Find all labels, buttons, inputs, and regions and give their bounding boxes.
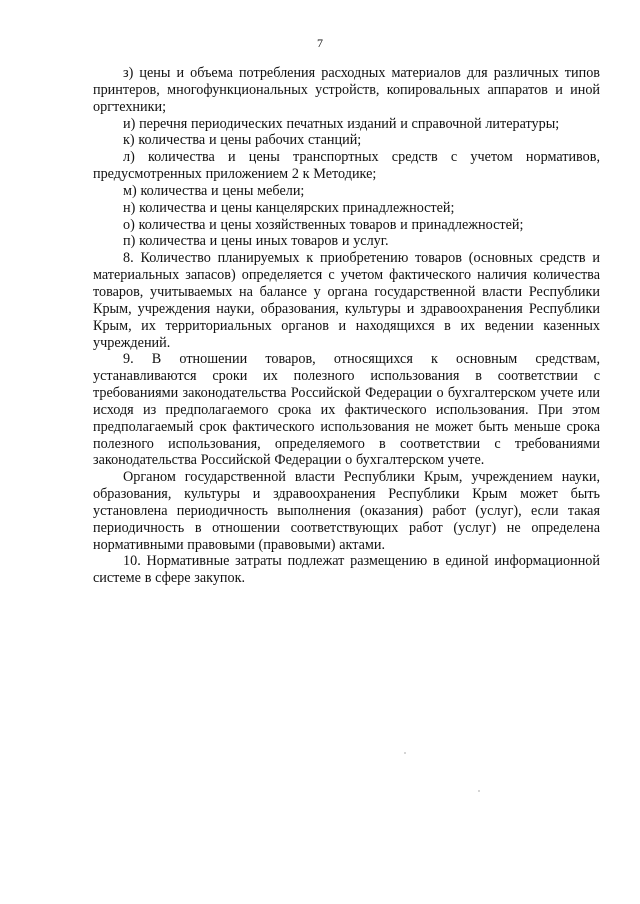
- scan-speck: [478, 790, 480, 792]
- list-item-p: п) количества и цены иных товаров и услуг.: [123, 233, 389, 250]
- paragraph-item-9: 9. В отношении товаров, относящихся к основным средствам, устанавливаются сроки их полезного использования в соответствии с требованиями законодательства Российской Федерации о бухгалтерском учете или исходя из предполагаемого срока их фактического использования. При этом предполагаемый срок фактического использования не может быть меньше срока полезного использования, определяемого в соответствии с требованиями законодательства Российской Федерации о бухгалтерском учете.: [93, 351, 600, 469]
- list-item-k: к) количества и цены рабочих станций;: [123, 132, 362, 149]
- list-item-z: з) цены и объема потребления расходных материалов для различных типов принтеров, многофункциональных устройств, копировальных аппаратов и иной оргтехники;: [93, 65, 600, 115]
- page-number: 7: [317, 36, 323, 50]
- list-item-i: и) перечня периодических печатных изданий и справочной литературы;: [123, 115, 560, 132]
- list-item-o: о) количества и цены хозяйственных товаров и принадлежностей;: [123, 216, 524, 233]
- list-item-m: м) количества и цены мебели;: [123, 182, 305, 199]
- scan-speck: [404, 752, 406, 754]
- paragraph-item-10: 10. Нормативные затраты подлежат размещению в единой информационной системе в сфере закупок.: [93, 553, 600, 587]
- paragraph-item-9-continuation: Органом государственной власти Республики Крым, учреждением науки, образования, культуры и здравоохранения Республики Крым может быть установлена периодичность выполнения (оказания) работ (услуг), если такая периодичность в отношении соответствующих работ (услуг) не определена нормативными правовыми (правовыми) актами.: [93, 469, 600, 553]
- list-item-l: л) количества и цены транспортных средств с учетом нормативов, предусмотренных приложением 2 к Методике;: [93, 149, 600, 183]
- document-body: [93, 65, 600, 587]
- list-item-n: н) количества и цены канцелярских принадлежностей;: [123, 199, 455, 216]
- paragraph-item-8: 8. Количество планируемых к приобретению товаров (основных средств и материальных запасов) определяется с учетом фактического наличия количества товаров, учитываемых на балансе у органа государственной власти Республики Крым, учреждения науки, образования, культуры и здравоохранения Республики Крым, их территориальных органов и находящихся в их ведении казенных учреждений.: [93, 250, 600, 351]
